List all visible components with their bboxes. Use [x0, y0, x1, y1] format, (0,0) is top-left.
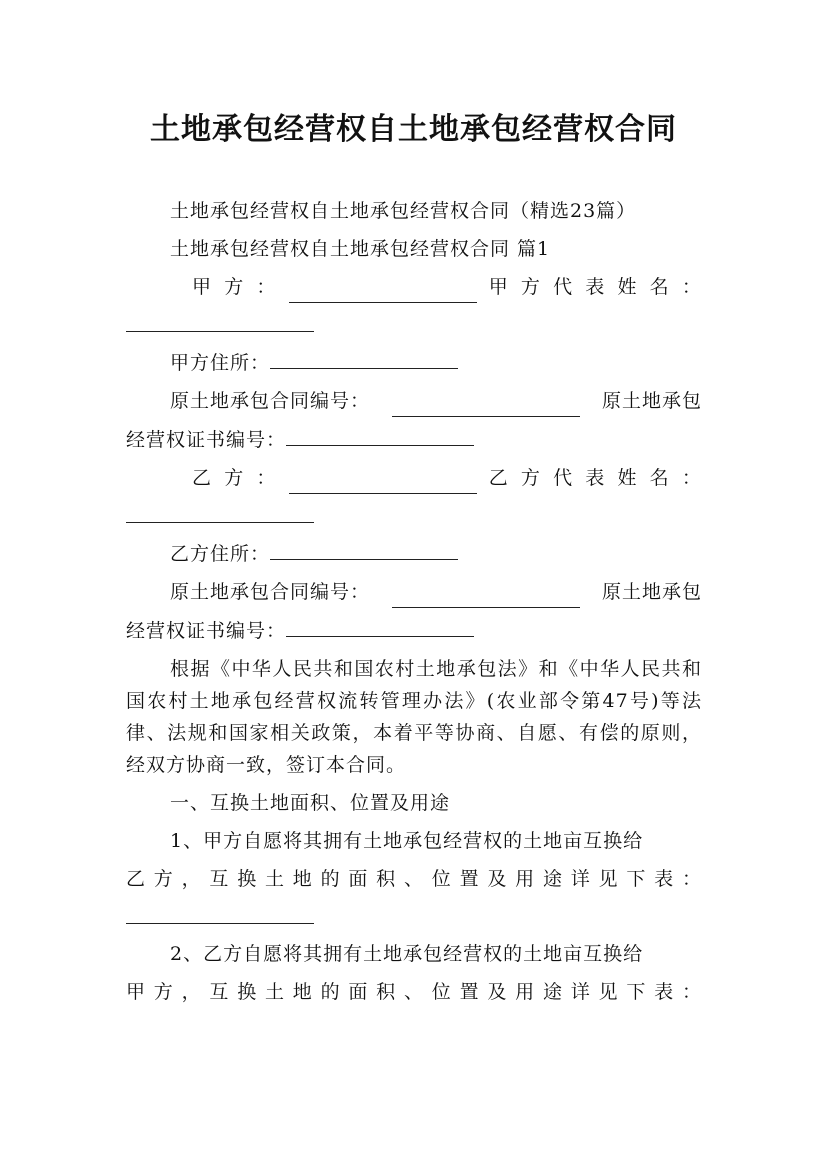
clause-1-2-char: 位: [431, 981, 452, 1003]
clause-1-1-char: 详: [570, 868, 591, 890]
party-a-label-char: 方: [224, 276, 245, 298]
party-a-contract-line: [126, 385, 702, 417]
party-a-rep-char: 甲: [488, 276, 509, 298]
clause-1-1-char: 互: [209, 868, 230, 890]
document-subtitle: 土地承包经营权自土地承包经营权合同（精选23篇）: [170, 200, 637, 222]
party-b-rep-char: ：: [681, 467, 702, 489]
clause-1-2-char: 置: [459, 981, 480, 1003]
clause-1-2-char: 及: [487, 981, 508, 1003]
party-b-address-label: 乙方住所：: [170, 543, 271, 565]
party-b-label-char: ：: [256, 467, 277, 489]
party-b-address: [126, 537, 702, 570]
party-b-cert-blank: [286, 614, 474, 637]
clause-1-2-char: 面: [348, 981, 369, 1003]
party-a-address: [126, 346, 702, 379]
clause-1-2-line1: 2、乙方自愿将其拥有土地承包经营权的土地亩互换给: [170, 943, 644, 965]
clause-1-1-char: 及: [487, 868, 508, 890]
page-title: 土地承包经营权自土地承包经营权合同: [150, 112, 677, 147]
party-a-cert-prefix: 原土地承包: [601, 390, 702, 412]
basis-paragraph: 根据《中华人民共和国农村土地承包法》和《中华人民共和国农村土地承包经营权流转管理办法》(农业部令第47号)等法律、法规和国家相关政策，本着平等协商、自愿、有偿的原则，经双方协商一致，签订本合同。: [126, 658, 702, 776]
clause-1-2-char: 换: [237, 981, 258, 1003]
clause-1-1-char: 途: [542, 868, 563, 890]
party-a-cert-label: 经营权证书编号：: [126, 429, 287, 451]
party-a-rep-char: 名: [649, 276, 670, 298]
clause-1-1-char: 下: [626, 868, 647, 890]
clause-1-1-char: 表: [654, 868, 675, 890]
party-b-contract-label: 原土地承包合同编号：: [170, 581, 371, 603]
party-b-rep-char: 表: [585, 467, 606, 489]
party-a-contract-label: 原土地承包合同编号：: [170, 390, 371, 412]
section-title: 土地承包经营权自土地承包经营权合同 篇1: [170, 238, 551, 260]
party-a-address-blank: [270, 346, 458, 369]
clause-1-1-char: 见: [598, 868, 619, 890]
clause-1-1-line1: 1、甲方自愿将其拥有土地承包经营权的土地亩互换给: [170, 830, 644, 852]
clause-1-2-char: 的: [320, 981, 341, 1003]
clause-1-2-char: 互: [209, 981, 230, 1003]
party-a-rep-blank: [126, 309, 314, 332]
clause-1-2-char: 甲: [126, 981, 147, 1003]
party-b-contract-line: [126, 576, 702, 608]
party-a-label-char: ：: [256, 276, 277, 298]
party-a-line: [126, 271, 702, 303]
clause-1-1-char: 用: [515, 868, 536, 890]
party-b-rep-char: 姓: [617, 467, 638, 489]
clause-1-2-char: ，: [181, 981, 202, 1003]
clause-1-2-char: 土: [264, 981, 285, 1003]
clause-1-1-char: 换: [237, 868, 258, 890]
clause-1-1-char: 土: [264, 868, 285, 890]
clause-1-2-char: 下: [626, 981, 647, 1003]
party-a-label-char: 甲: [192, 276, 213, 298]
party-b-contract-blank: [392, 585, 580, 608]
clause-1-2-char: 方: [153, 981, 174, 1003]
clause-1-1-table-blank: [126, 901, 314, 924]
clause-1-1-char: ：: [681, 868, 702, 890]
party-a-rep-char: 姓: [617, 276, 638, 298]
party-b-rep-char: 乙: [488, 467, 509, 489]
clause-1-1-char: ，: [181, 868, 202, 890]
party-b-label-char: 方: [224, 467, 245, 489]
party-b-rep-blank: [126, 500, 314, 523]
clause-1-1-char: 方: [153, 868, 174, 890]
clause-1-1-char: 置: [459, 868, 480, 890]
clause-1-2-char: 途: [542, 981, 563, 1003]
party-b-rep-char: 代: [553, 467, 574, 489]
party-a-cert-blank: [286, 423, 474, 446]
party-b-cert-prefix: 原土地承包: [601, 581, 702, 603]
clause-1-2-char: 详: [570, 981, 591, 1003]
clause-1-1-char: 地: [292, 868, 313, 890]
party-a-rep-char: 代: [553, 276, 574, 298]
party-b-name-blank: [289, 471, 477, 494]
party-b-line: [126, 462, 702, 494]
clause-1-1-char: 积: [376, 868, 397, 890]
party-b-rep-char: 名: [649, 467, 670, 489]
clause-1-2-char: 地: [292, 981, 313, 1003]
clause-1-2-char: 积: [376, 981, 397, 1003]
party-b-cert-line: [126, 614, 702, 647]
party-a-name-blank: [289, 280, 477, 303]
party-a-rep-char: ：: [681, 276, 702, 298]
party-b-rep-char: 方: [520, 467, 541, 489]
clause-1-2-char: 表: [654, 981, 675, 1003]
clause-1-1-char: 、: [403, 868, 424, 890]
party-a-address-label: 甲方住所：: [170, 352, 271, 374]
clause-1-1-char: 乙: [126, 868, 147, 890]
clause-1-2-line2: [126, 976, 702, 1008]
clause-1-1-char: 面: [348, 868, 369, 890]
clause-1-1-line2: [126, 863, 702, 895]
clause-1-1-char: 的: [320, 868, 341, 890]
clause-1-title: 一、互换土地面积、位置及用途: [170, 792, 451, 814]
party-a-rep-char: 表: [585, 276, 606, 298]
clause-1-2-char: ：: [681, 981, 702, 1003]
clause-1-2-char: 见: [598, 981, 619, 1003]
party-b-address-blank: [270, 537, 458, 560]
party-a-cert-line: [126, 423, 702, 456]
document-body: [126, 195, 702, 1008]
clause-1-2-char: 、: [403, 981, 424, 1003]
party-a-rep-char: 方: [520, 276, 541, 298]
clause-1-2-char: 用: [515, 981, 536, 1003]
clause-1-1-char: 位: [431, 868, 452, 890]
party-b-cert-label: 经营权证书编号：: [126, 620, 287, 642]
party-b-label-char: 乙: [192, 467, 213, 489]
party-a-contract-blank: [392, 394, 580, 417]
